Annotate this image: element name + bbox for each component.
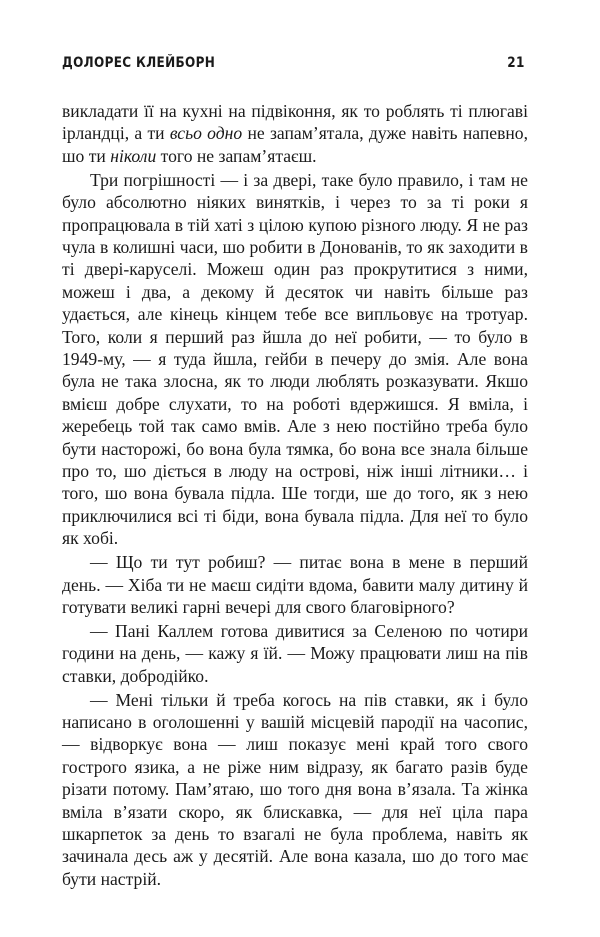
- paragraph: [62, 689, 528, 891]
- running-head: [62, 55, 525, 75]
- body-text: [62, 100, 528, 892]
- paragraph: [62, 100, 528, 167]
- italic-text-run: всьо одно: [169, 123, 243, 144]
- page-number: 21: [507, 55, 525, 71]
- text-run: того не запам’ятаєш.: [156, 145, 317, 166]
- dialogue-text: — Пані Каллем готова дивитися за Селеною по чотири години на день, — кажу я їй. — Можу працювати лиш на пів ставки, добродійко.: [62, 620, 528, 686]
- dialogue-text: — Що ти тут робиш? — питає вона в мене в перший день. — Хіба ти не маєш сидіти вдома, бавити малу дитину й готувати великі гарні вечері для свого благовірного?: [62, 552, 528, 617]
- paragraph: [62, 620, 528, 687]
- running-head-title: ДОЛОРЕС КЛЕЙБОРН: [62, 55, 216, 71]
- paragraph: [62, 551, 528, 618]
- text-run: Три погрішності — і за двері, таке було правило, і там не було абсолютно ніяких винятків, і через то за ті роки я пропрацювала в тій хаті з цілою купою різного люду. Я не раз чула в колишні часи, шо робити в Донованів, то як заходити в ті двері-каруселі. Можеш один раз прокрутитися з ними, можеш і два, а декому й десяток чи навіть більше раз удається, але кінець кінцем тебе все випльовує на тротуар. Того, коли я перший раз йшла до неї робити, — то було в 1949-му, — я туда йшла, гейби в печеру до змія. Але вона була не така злосна, як то люди люблять розказувати. Якшо вмієш добре слухати, то на роботі вдержишся. Я вміла, і жеребець той так само вмів. Але з нею постійно треба було бути насторожі, бо вона була тямка, бо вона все знала більше про то, шо діється в люду на острові, ніж інші літники… і того, шо вона бувала підла. Ше тогди, ше до того, як з нею приключилися всі ті біди, вона бувала підла. Для неї то було як хобі.: [62, 169, 528, 549]
- italic-text-run: ніколи: [110, 145, 157, 166]
- text-run: не запам’ятала, дуже навіть напевно, шо ти: [62, 123, 528, 166]
- text-run: викладати її на кухні на підвіконня, як то роблять ті плюгаві ірландці, а ти: [62, 101, 528, 144]
- dialogue-text: — Мені тільки й треба когось на пів ставки, як і було написано в оголошенні у вашій місцевій пародії на часопис, — відворкує вона — лиш показує мені край того свого гострого язика, а не ріже ним відразу, як багато разів буде різати потому. Пам’ятаю, шо того дня вона в’язала. Та жінка вміла в’язати скоро, як блискавка, — для неї ціла пара шкарпеток за день то взагалі не була проблема, навіть як зачинала десь аж у десятій. Але вона казала, шо до того має бути настрій.: [62, 689, 528, 889]
- paragraph: [62, 169, 528, 550]
